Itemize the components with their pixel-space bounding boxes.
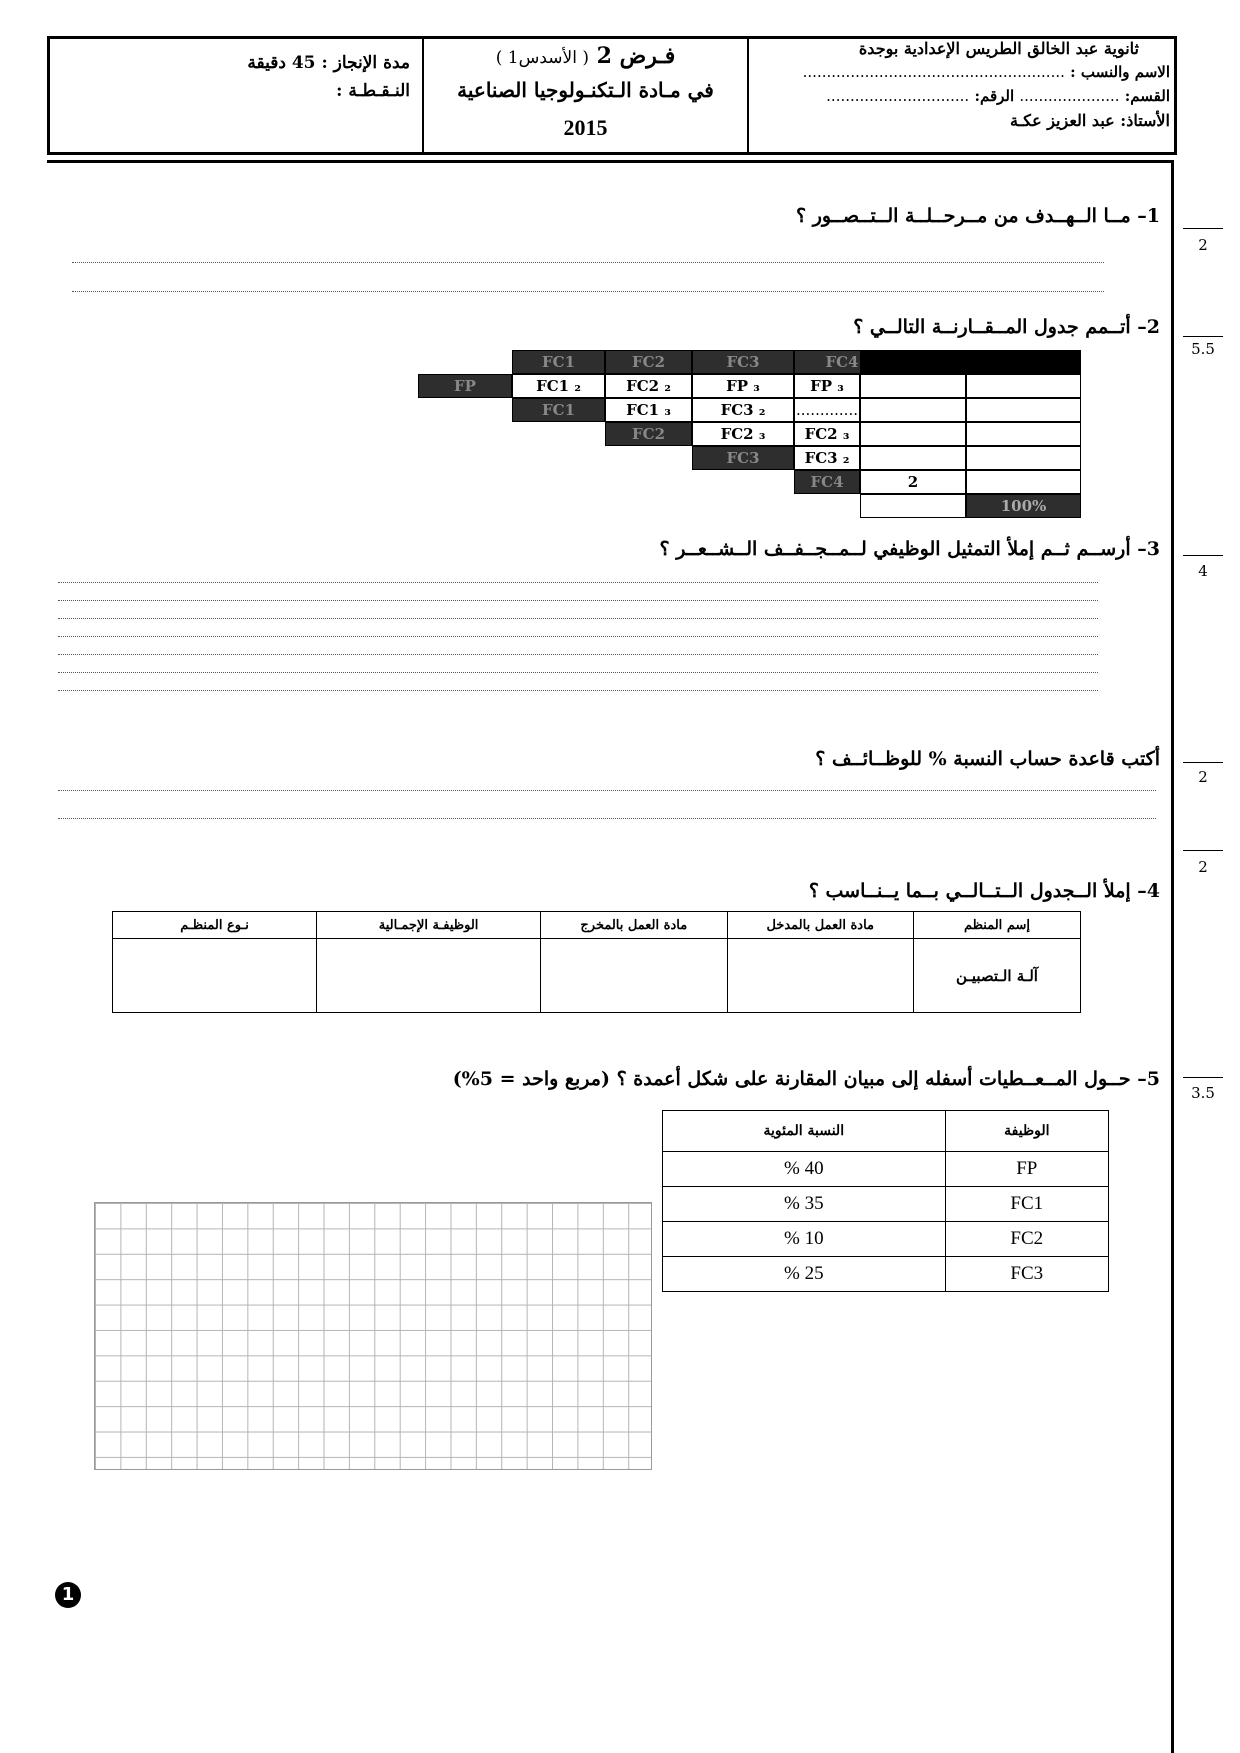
number-field[interactable]: .............................. [826, 87, 970, 105]
cmp-cell: FC2 ₃ [794, 422, 860, 446]
title-cell [424, 39, 749, 152]
table-header: مادة العمل بالمخرج [541, 912, 727, 939]
percent-cell: 10 % [663, 1222, 946, 1257]
duration-label: مدة الإنجاز : [321, 53, 410, 73]
cmp-row-label-fc3: FC3 [692, 446, 794, 470]
table-header: الوظيفة [945, 1111, 1108, 1152]
device-table [112, 911, 1081, 1013]
answer-line[interactable] [58, 790, 1156, 791]
cmp-cell: FC3 ₂ [794, 446, 860, 470]
percentage-table [662, 1110, 1109, 1292]
number-label: الرقم: [974, 87, 1015, 105]
cmp-header-cell: FC4 [794, 350, 890, 374]
question-3b: أكتب قاعدة حساب النسبة % للوظــائــف ؟ [815, 748, 1160, 770]
answer-line[interactable] [72, 262, 1104, 263]
cmp-header-blank [966, 350, 1081, 374]
score-q3b: 2 [1198, 768, 1208, 786]
cmp-cell: FC3 ₂ [692, 398, 794, 422]
score-line [1183, 1077, 1223, 1078]
answer-line[interactable] [58, 818, 1156, 819]
cmp-cell-empty[interactable] [860, 398, 966, 422]
answer-cell[interactable] [317, 939, 541, 1013]
percent-cell: 40 % [663, 1152, 946, 1187]
table-header: مادة العمل بالمدخل [727, 912, 913, 939]
student-info-cell [749, 39, 1174, 152]
score-line [1183, 762, 1223, 763]
table-row [663, 1187, 1109, 1222]
table-header: إسم المنظم [913, 912, 1080, 939]
table-row [663, 1152, 1109, 1187]
cmp-header-cell: FC1 [512, 350, 605, 374]
answer-line[interactable] [58, 618, 1098, 619]
subject: في مـادة الـتكنـولوجيا الصناعية [457, 78, 714, 102]
answer-cell[interactable] [727, 939, 913, 1013]
question-3: 3– أرســم ثــم إملأ التمثيل الوظيفي لــمــجــفــف الــشــعــر ؟ [659, 538, 1160, 560]
cmp-row-label-fc1: FC1 [512, 398, 605, 422]
cmp-row-label-fp: FP [418, 374, 512, 398]
table-header-row [663, 1111, 1109, 1152]
function-cell: FP [945, 1152, 1108, 1187]
cmp-cell: FC2 ₂ [605, 374, 692, 398]
table-row [113, 939, 1081, 1013]
score-q5: 3.5 [1191, 1084, 1215, 1102]
table-row [663, 1222, 1109, 1257]
header-rule [47, 160, 1174, 163]
score-q1: 2 [1198, 236, 1208, 254]
cmp-header-cell: FC3 [692, 350, 794, 374]
score-line [1183, 850, 1223, 851]
table-header-row [113, 912, 1081, 939]
page-number-badge: 1 [55, 1582, 81, 1608]
exam-term: ( الأسدس1 ) [495, 48, 589, 68]
exam-header [47, 36, 1177, 155]
cmp-cell-empty[interactable] [860, 422, 966, 446]
cmp-cell-empty[interactable] [966, 374, 1081, 398]
table-header: النسبة المئوية [663, 1111, 946, 1152]
question-1: 1– مــا الــهــدف من مــرحــلــة الــتــصــور ؟ [796, 205, 1160, 227]
answer-line[interactable] [58, 672, 1098, 673]
class-label: القسم: [1124, 87, 1170, 105]
cmp-cell-empty[interactable] [860, 446, 966, 470]
score-line [1183, 336, 1223, 337]
score-q2: 5.5 [1191, 340, 1215, 358]
name-field[interactable]: ....................................................... [802, 63, 1065, 81]
cmp-row-label-fc2: FC2 [605, 422, 692, 446]
answer-cell[interactable] [541, 939, 727, 1013]
table-header: نـوع المنظـم [113, 912, 317, 939]
table-header: الوظيفـة الإجمـالية [317, 912, 541, 939]
answer-line[interactable] [58, 654, 1098, 655]
cmp-cell: FP ₃ [692, 374, 794, 398]
class-field[interactable]: ..................... [1019, 87, 1120, 105]
question-5: 5– حــول المــعــطيات أسفله إلى مبيان المقارنة على شكل أعمدة ؟ (مربع واحد = 5%) [452, 1068, 1160, 1090]
duration-value: 45 دقيقة [247, 53, 316, 73]
function-cell: FC2 [945, 1222, 1108, 1257]
score-q4: 2 [1198, 858, 1208, 876]
answer-line[interactable] [72, 291, 1104, 292]
function-cell: FC1 [945, 1187, 1108, 1222]
cmp-cell-blank-answer[interactable]: ............. [794, 398, 860, 422]
score-margin-line [1171, 160, 1174, 1753]
cmp-total-empty[interactable] [860, 494, 966, 518]
score-q3: 4 [1198, 562, 1208, 580]
question-4: 4– إملأ الــجدول الــتــالــي بــما يــنــاسب ؟ [808, 880, 1160, 902]
table-row [663, 1257, 1109, 1292]
cmp-cell: FP ₃ [794, 374, 860, 398]
chart-grid[interactable] [94, 1202, 652, 1470]
cmp-cell: FC1 ₂ [512, 374, 605, 398]
function-cell: FC3 [945, 1257, 1108, 1292]
cmp-cell: FC1 ₃ [605, 398, 692, 422]
cmp-cell-empty[interactable] [966, 422, 1081, 446]
teacher-label: الأستاذ: [1120, 111, 1170, 130]
percent-cell: 25 % [663, 1257, 946, 1292]
cmp-cell-empty[interactable] [966, 398, 1081, 422]
grade-label: النـقـطـة : [336, 81, 410, 101]
cmp-cell: FC2 ₃ [692, 422, 794, 446]
question-2: 2– أتــمم جدول المــقــارنــة التالــي ؟ [853, 316, 1160, 338]
cmp-cell-empty[interactable] [966, 446, 1081, 470]
cmp-cell-empty[interactable] [860, 374, 966, 398]
teacher-name: عبد العزيز عكـة [1009, 111, 1115, 130]
name-label: الاسم والنسب : [1070, 63, 1170, 81]
cmp-total: 100% [966, 494, 1081, 518]
answer-cell[interactable] [113, 939, 317, 1013]
school-name: ثانوية عبد الخالق الطريس الإعدادية بوجدة [858, 39, 1139, 58]
duration-cell [50, 39, 424, 152]
answer-line[interactable] [58, 636, 1098, 637]
score-line [1183, 228, 1223, 229]
score-line [1183, 555, 1223, 556]
answer-line[interactable] [58, 600, 1098, 601]
exam-title: فـرض 2 [596, 43, 676, 69]
cmp-row-label-fc4: FC4 [794, 470, 860, 494]
percent-cell: 35 % [663, 1187, 946, 1222]
year: 2015 [563, 115, 608, 140]
cmp-cell: 2 [860, 470, 966, 494]
cmp-header-cell: FC2 [605, 350, 692, 374]
cmp-header-blank [860, 350, 966, 374]
cmp-cell-empty[interactable] [966, 470, 1081, 494]
answer-line[interactable] [58, 690, 1098, 691]
answer-line[interactable] [58, 582, 1098, 583]
device-name-cell: آلـة الـتصبيـن [913, 939, 1080, 1013]
